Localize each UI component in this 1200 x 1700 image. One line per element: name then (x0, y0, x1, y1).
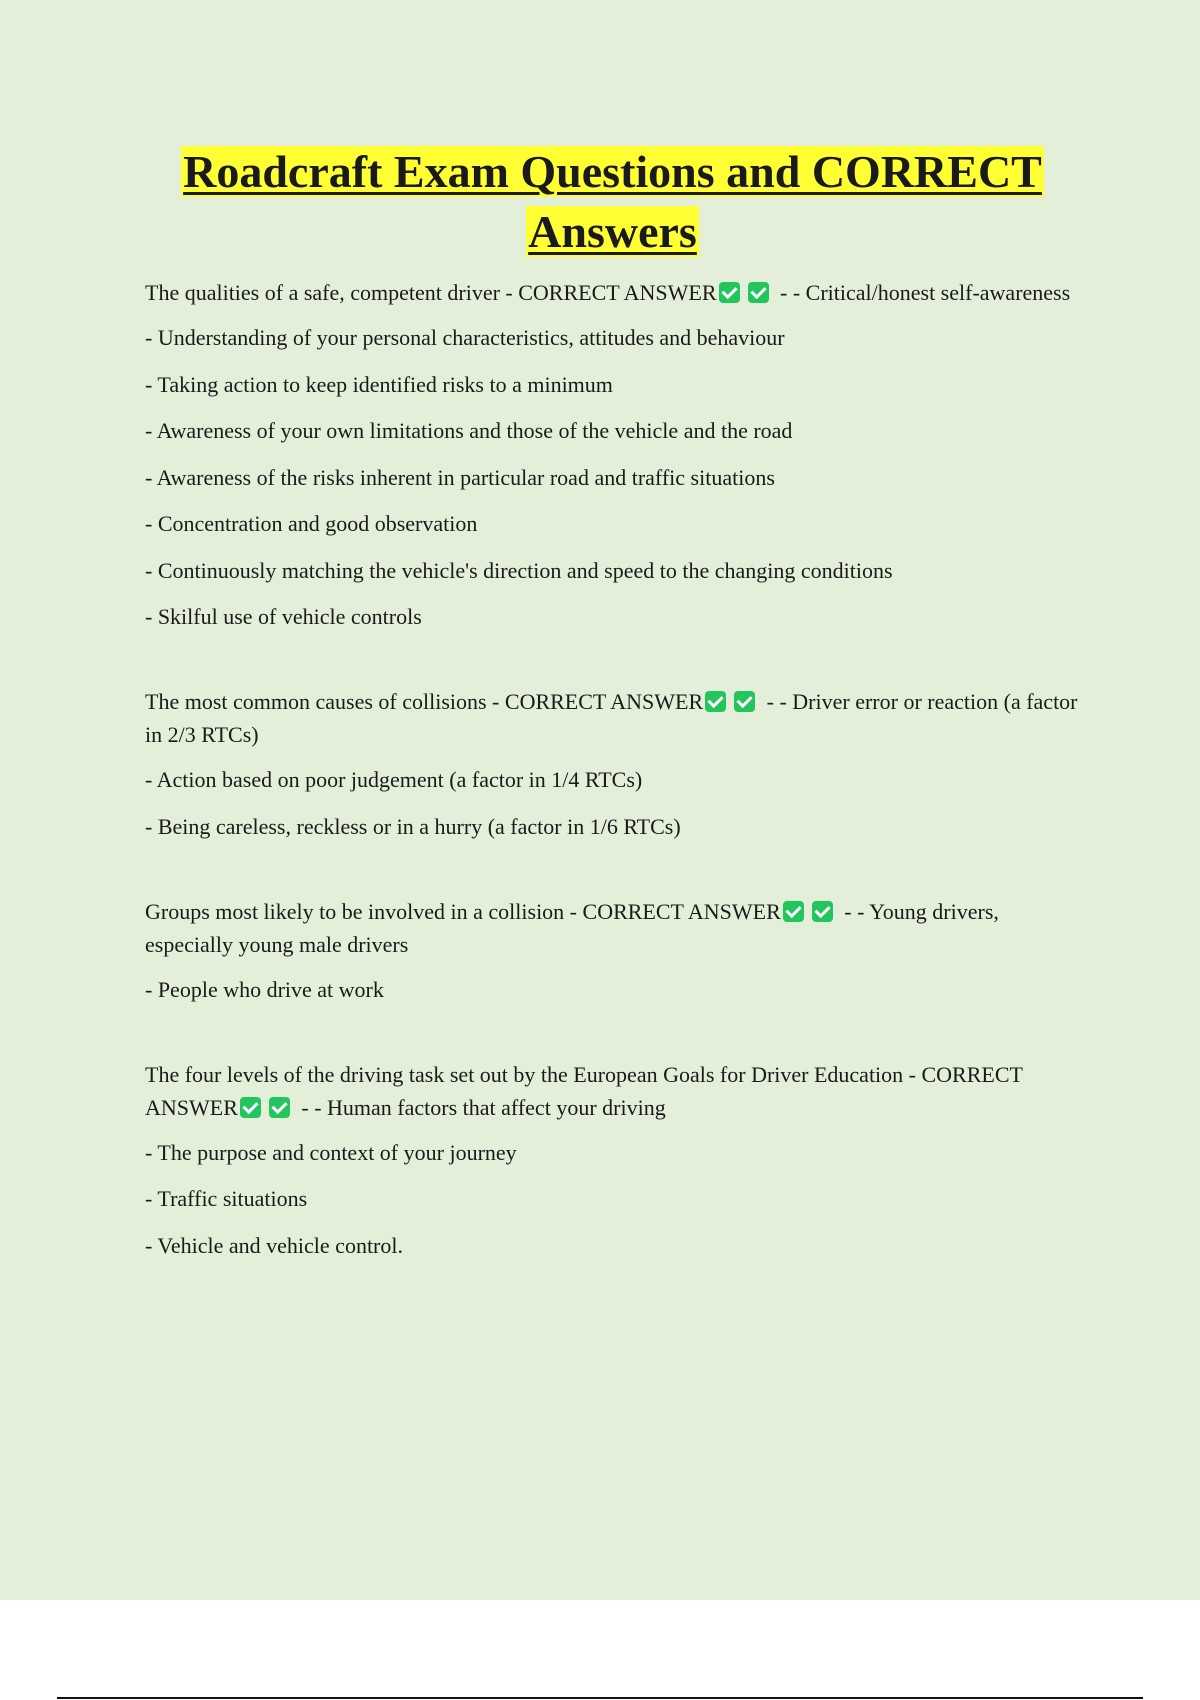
answer-list-item: - Action based on poor judgement (a factor in 1/4 RTCs) (145, 767, 643, 792)
question-text: The most common causes of collisions - (145, 689, 505, 714)
answer-list-item: - Being careless, reckless or in a hurry (a factor in 1/6 RTCs) (145, 813, 681, 839)
question-text: Groups most likely to be involved in a collision - (145, 898, 583, 924)
qa-section (145, 895, 1080, 1006)
title-text: Roadcraft Exam Questions and CORRECT Answers (183, 146, 1042, 257)
checkmark-icon (269, 1097, 290, 1118)
qa-section (145, 276, 1080, 633)
answer-list-item: - Understanding of your personal characteristics, attitudes and behaviour (145, 325, 785, 350)
correct-answer-label: CORRECT ANSWER (145, 1061, 1023, 1120)
answer-text: - - Human factors that affect your driving (295, 1094, 666, 1120)
answer-list-item: - Continuously matching the vehicle's direction and speed to the changing conditions (145, 557, 893, 583)
correct-answer-label: CORRECT ANSWER (582, 898, 781, 924)
correct-answer-label: CORRECT ANSWER (504, 689, 704, 714)
qa-sections (145, 276, 1080, 1262)
answer-list-item: - Traffic situations (145, 1186, 308, 1211)
answer-list-item: - The purpose and context of your journey (145, 1139, 517, 1165)
answer-text: - - Young drivers, especially young male drivers (145, 898, 999, 957)
checkmark-icon (240, 1097, 261, 1118)
correct-answer-label: CORRECT ANSWER (518, 280, 717, 305)
answer-list-item: - Taking action to keep identified risks to a minimum (145, 371, 613, 397)
qa-section (145, 685, 1080, 843)
question-line (145, 1058, 1080, 1124)
question-line (145, 685, 1080, 751)
checkmark-icon (783, 901, 804, 922)
checkmark-icon (705, 691, 726, 712)
document-title (145, 142, 1080, 262)
question-line (145, 895, 1080, 961)
answer-list-item: - Awareness of the risks inherent in particular road and traffic situations (145, 464, 775, 490)
checkmark-icon (812, 901, 833, 922)
answer-list-item: - Skilful use of vehicle controls (145, 604, 422, 629)
answer-list-item: - People who drive at work (145, 976, 384, 1002)
footer-divider (57, 1697, 1143, 1699)
answer-list-item: - Concentration and good observation (145, 511, 478, 536)
checkmark-icon (719, 282, 740, 303)
answer-text: - - Critical/honest self-awareness (774, 280, 1071, 305)
checkmark-icon (734, 691, 755, 712)
question-line (145, 276, 1080, 309)
question-text: The qualities of a safe, competent driver - (145, 280, 519, 305)
question-text: The four levels of the driving task set out by the European Goals for Driver Education - (145, 1061, 922, 1087)
qa-section (145, 1058, 1080, 1262)
answer-list-item: - Vehicle and vehicle control. (145, 1232, 403, 1258)
checkmark-icon (748, 282, 769, 303)
document-body (145, 142, 1080, 1314)
answer-list-item: - Awareness of your own limitations and those of the vehicle and the road (145, 418, 793, 443)
answer-text: - - Driver error or reaction (a factor in 2/3 RTCs) (145, 689, 1078, 747)
